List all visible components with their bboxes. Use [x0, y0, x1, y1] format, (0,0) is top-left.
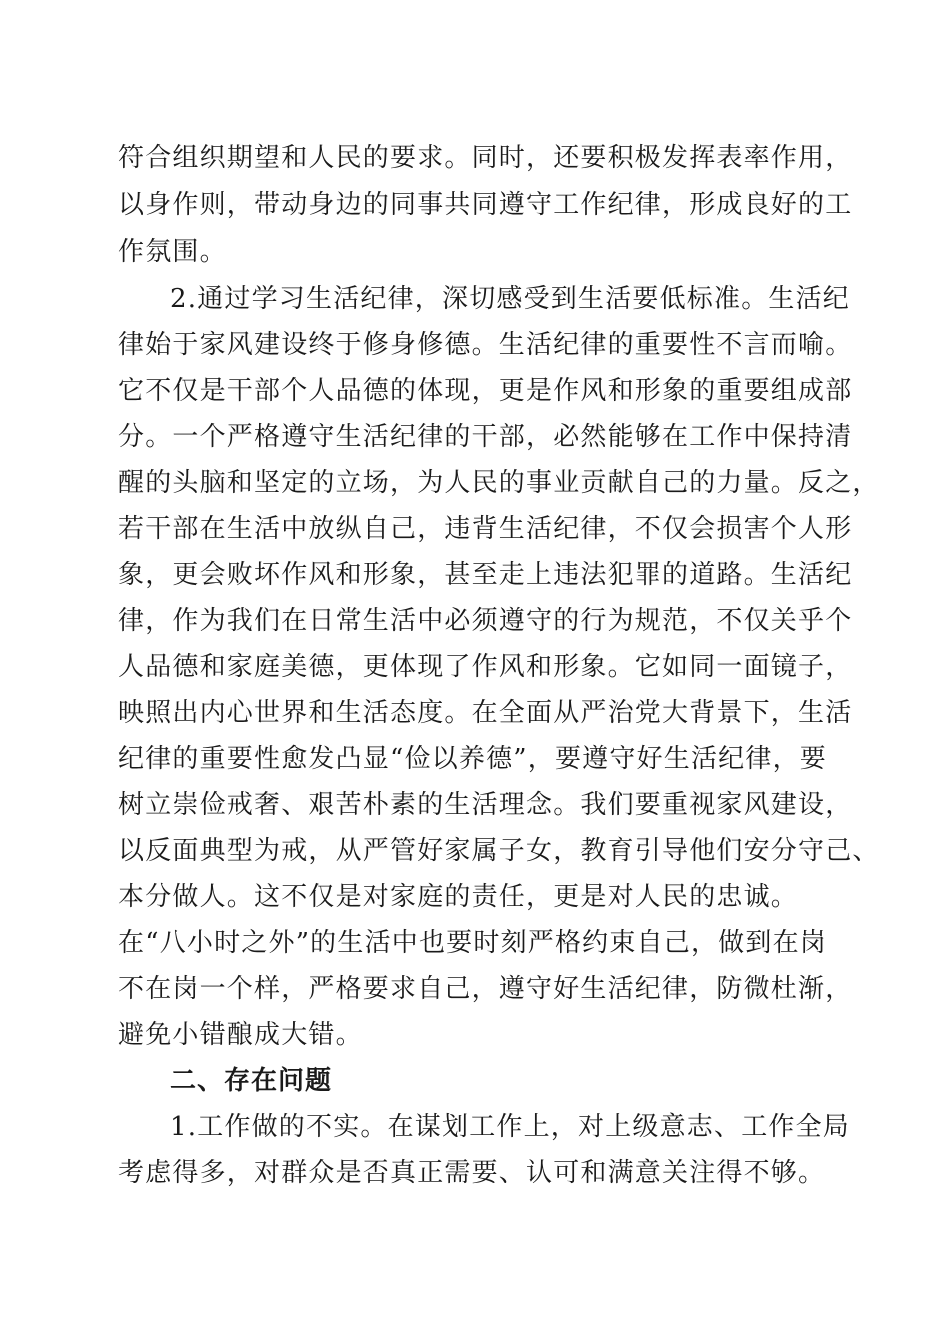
text-line: 树立崇俭戒奢、艰苦朴素的生活理念。我们要重视家风建设，	[118, 790, 853, 820]
text-line: 本分做人。这不仅是对家庭的责任，更是对人民的忠诚。	[118, 882, 799, 912]
text-line: 作氛围。	[118, 237, 227, 267]
text-line: 律，作为我们在日常生活中必须遵守的行为规范，不仅关乎个	[118, 606, 853, 636]
text-line: 以反面典型为戒，从严管好家属子女，教育引导他们安分守己、	[118, 836, 880, 866]
text-line: 避免小错酿成大错。	[118, 1020, 363, 1050]
text-line: 人品德和家庭美德，更体现了作风和形象。它如同一面镜子，	[118, 652, 853, 682]
text-line: 律始于家风建设终于修身修德。生活纪律的重要性不言而喻。	[118, 330, 853, 360]
text-line: 符合组织期望和人民的要求。同时，还要积极发挥表率作用，	[118, 143, 853, 173]
text-line: 醒的头脑和坚定的立场，为人民的事业贡献自己的力量。反之，	[118, 468, 880, 498]
text-line: 它不仅是干部个人品德的体现，更是作风和形象的重要组成部	[118, 376, 853, 406]
text-line: 映照出内心世界和生活态度。在全面从严治党大背景下，生活	[118, 698, 853, 728]
text-line: 纪律的重要性愈发凸显“俭以养德”，要遵守好生活纪律，要	[118, 744, 827, 774]
text-line: 在“八小时之外”的生活中也要时刻严格约束自己，做到在岗	[118, 928, 827, 958]
text-line: 分。一个严格遵守生活纪律的干部，必然能够在工作中保持清	[118, 422, 853, 452]
text-line: 若干部在生活中放纵自己，违背生活纪律，不仅会损害个人形	[118, 514, 853, 544]
text-line: 不在岗一个样，严格要求自己，遵守好生活纪律，防微杜渐，	[118, 974, 853, 1004]
text-line: 考虑得多，对群众是否真正需要、认可和满意关注得不够。	[118, 1158, 826, 1188]
paragraph-start-line: 1.工作做的不实。在谋划工作上，对上级意志、工作全局	[170, 1112, 851, 1142]
text-line: 以身作则，带动身边的同事共同遵守工作纪律，形成良好的工	[118, 190, 853, 220]
paragraph-start-line: 2.通过学习生活纪律，深切感受到生活要低标准。生活纪	[170, 284, 851, 314]
text-line: 象，更会败坏作风和形象，甚至走上违法犯罪的道路。生活纪	[118, 560, 853, 590]
section-heading: 二、存在问题	[170, 1066, 333, 1096]
